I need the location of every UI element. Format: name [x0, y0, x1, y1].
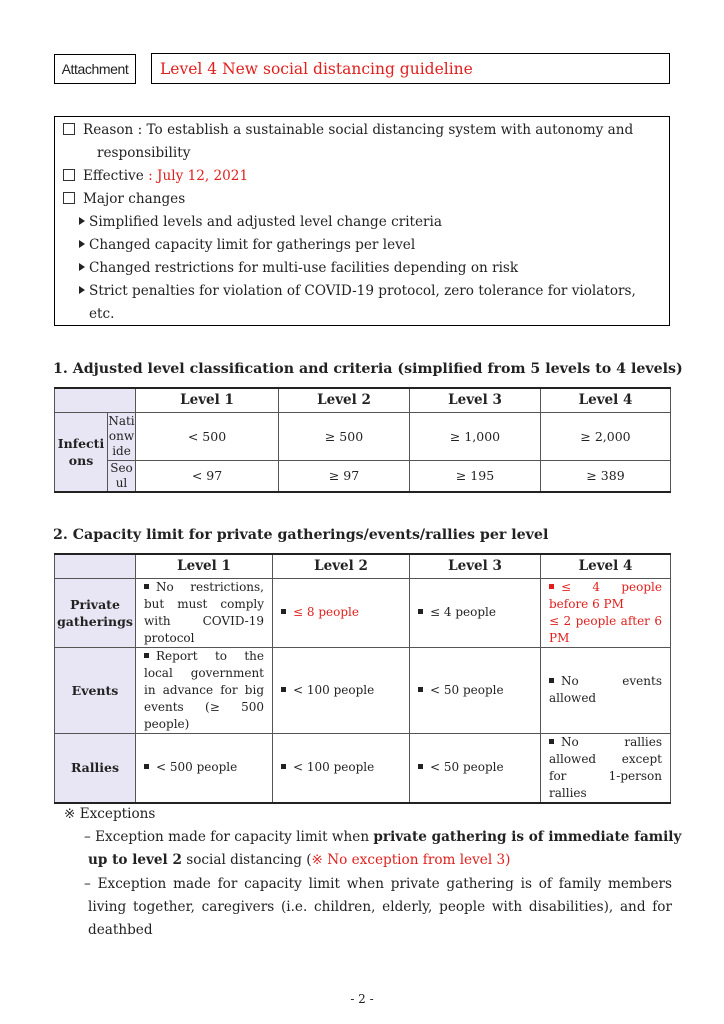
cell-line: in advance for big [144, 682, 264, 697]
seoul-label [108, 460, 136, 492]
label-line: ons [68, 452, 94, 468]
checkbox-icon [63, 192, 75, 204]
cell-text: < 50 people [430, 682, 504, 697]
cell-line: ≤ 2 people after 6 [549, 613, 662, 628]
cell-text: < 100 people [293, 682, 375, 697]
summary-box [54, 116, 670, 326]
table-cell [541, 578, 671, 647]
attachment-label: Attachment [54, 54, 136, 84]
table-cell [136, 733, 273, 803]
effective-line [63, 168, 669, 184]
exception-bold-text: private gathering is of immediate family [373, 829, 682, 845]
table-cell [410, 733, 541, 803]
reason-label: Reason [83, 122, 134, 138]
cell-text: No events [561, 674, 662, 688]
cell-line [549, 579, 662, 596]
table-row [55, 460, 671, 492]
table-row-private-gatherings [55, 578, 671, 647]
events-label: Events [55, 647, 136, 733]
cell-line: allowed [549, 691, 597, 705]
label-line: ul [115, 475, 128, 490]
reason-text: To establish a sustainable social distancing system with autonomy and [146, 122, 634, 138]
triangle-bullet-icon [79, 240, 85, 248]
effective-label: Effective [83, 168, 144, 184]
cell-line: before 6 PM [549, 596, 624, 611]
table-cell [273, 647, 410, 733]
bullet-icon [549, 678, 554, 683]
corner-cell [55, 554, 136, 578]
reason-line [63, 122, 669, 138]
checkbox-icon [63, 123, 75, 135]
separator: : [143, 168, 158, 184]
label-line: Seo [110, 460, 133, 475]
table-cell [541, 733, 671, 803]
bullet-icon [144, 584, 149, 589]
exception-item-cont [88, 852, 510, 868]
bullet-icon [281, 687, 286, 692]
cell-text: < 500 people [156, 760, 238, 774]
exception-note: ※ No exception from level 3) [311, 852, 511, 868]
table-cell: ≥ 97 [279, 460, 410, 492]
table-header-row [55, 554, 671, 578]
cell-line: protocol [144, 630, 195, 645]
cell-line [144, 648, 264, 665]
major-changes-label: Major changes [83, 191, 186, 207]
bullet-icon [418, 609, 423, 614]
cell-line: for 1-person [549, 768, 662, 783]
change-text: Changed restrictions for multi-use facilities depending on risk [89, 260, 519, 276]
cell-line: but must comply [144, 596, 264, 611]
table-header-row [55, 388, 671, 412]
exception-bold-text: up to level 2 [88, 852, 182, 868]
exception-item-cont: living together, caregivers (i.e. children, elderly, people with disabilities), and for [88, 899, 672, 915]
change-cont: etc. [89, 306, 115, 322]
table-cell [541, 647, 671, 733]
exceptions-title: ※ Exceptions [64, 806, 156, 822]
bullet-icon [144, 764, 149, 769]
cell-text: ≤ 8 people [293, 605, 359, 619]
level-header: Level 4 [541, 388, 671, 412]
level-header: Level 3 [410, 554, 541, 578]
infections-label [55, 412, 108, 492]
cell-text: < 50 people [430, 760, 504, 774]
change-text: Changed capacity limit for gatherings per level [89, 237, 416, 253]
cell-text: ≤ 4 people [430, 605, 496, 619]
effective-date: July 12, 2021 [157, 168, 249, 184]
table-cell: ≥ 1,000 [410, 412, 541, 460]
change-text: Strict penalties for violation of COVID-19 protocol, zero tolerance for violators, [89, 283, 636, 299]
bullet-icon [281, 609, 286, 614]
level-header: Level 4 [541, 554, 671, 578]
separator: : [133, 122, 147, 138]
change-item [79, 283, 669, 299]
label-line: ide [112, 443, 131, 458]
capacity-limit-table [54, 553, 671, 804]
page-number: - 2 - [350, 992, 374, 1006]
table-cell: ≥ 195 [410, 460, 541, 492]
reason-cont: responsibility [97, 145, 191, 161]
cell-line: people) [144, 716, 190, 731]
bullet-icon [549, 739, 554, 744]
cell-line: PM [549, 630, 570, 645]
triangle-bullet-icon [79, 263, 85, 271]
change-item [79, 260, 669, 276]
triangle-bullet-icon [79, 286, 85, 294]
table-cell [410, 578, 541, 647]
rallies-label: Rallies [55, 733, 136, 803]
level-header: Level 2 [273, 554, 410, 578]
section2-heading: 2. Capacity limit for private gatherings/events/rallies per level [53, 527, 549, 543]
change-item [79, 237, 669, 253]
table-cell [410, 647, 541, 733]
label-line: Private [70, 596, 120, 612]
exception-item-cont: deathbed [88, 922, 153, 938]
exception-item: – Exception made for capacity limit when private gathering is of family members [84, 876, 672, 892]
major-changes-line [63, 191, 669, 207]
exception-item [84, 829, 681, 845]
cell-line [549, 734, 662, 751]
cell-line: allowed except [549, 751, 662, 766]
bullet-icon [281, 764, 286, 769]
triangle-bullet-icon [79, 217, 85, 225]
exception-text: – Exception made for capacity limit when [84, 829, 374, 845]
label-line: gatherings [57, 613, 133, 629]
change-item [79, 214, 669, 230]
table-row-events [55, 647, 671, 733]
table-row [55, 412, 671, 460]
table-cell: ≥ 389 [541, 460, 671, 492]
level-header: Level 3 [410, 388, 541, 412]
exception-text: social distancing ( [181, 852, 312, 868]
table-row-rallies [55, 733, 671, 803]
document-title: Level 4 New social distancing guideline [151, 53, 670, 84]
table-cell: < 500 [136, 412, 279, 460]
bullet-icon [144, 653, 149, 658]
cell-text: ≤ 4 people [561, 579, 662, 594]
bullet-icon [549, 584, 554, 589]
bullet-icon [418, 764, 423, 769]
table-cell [273, 733, 410, 803]
label-line: onw [108, 428, 135, 443]
table-cell [273, 578, 410, 647]
checkbox-icon [63, 169, 75, 181]
level-header: Level 2 [279, 388, 410, 412]
change-text: Simplified levels and adjusted level change criteria [89, 214, 443, 230]
cell-line: local government [144, 665, 264, 680]
table-cell: ≥ 2,000 [541, 412, 671, 460]
level-header: Level 1 [136, 554, 273, 578]
table-cell [136, 647, 273, 733]
cell-line [549, 673, 662, 690]
cell-line: with COVID-19 [144, 613, 264, 628]
cell-line: rallies [549, 785, 587, 800]
cell-text: < 100 people [293, 760, 375, 774]
section1-heading: 1. Adjusted level classification and criteria (simplified from 5 levels to 4 levels) [53, 361, 683, 377]
cell-text: No restrictions, [156, 579, 264, 594]
label-line: Infecti [57, 435, 105, 451]
level-header: Level 1 [136, 388, 279, 412]
label-line: Nati [108, 413, 135, 428]
table-cell: < 97 [136, 460, 279, 492]
level-criteria-table [54, 387, 671, 493]
nationwide-label [108, 412, 136, 460]
private-gatherings-label [55, 578, 136, 647]
corner-cell [55, 388, 136, 412]
cell-line: events (≥ 500 [144, 699, 264, 714]
cell-text: Report to the [156, 648, 264, 663]
cell-text: No rallies [561, 734, 662, 749]
cell-line [144, 579, 264, 596]
table-cell [136, 578, 273, 647]
bullet-icon [418, 687, 423, 692]
table-cell: ≥ 500 [279, 412, 410, 460]
